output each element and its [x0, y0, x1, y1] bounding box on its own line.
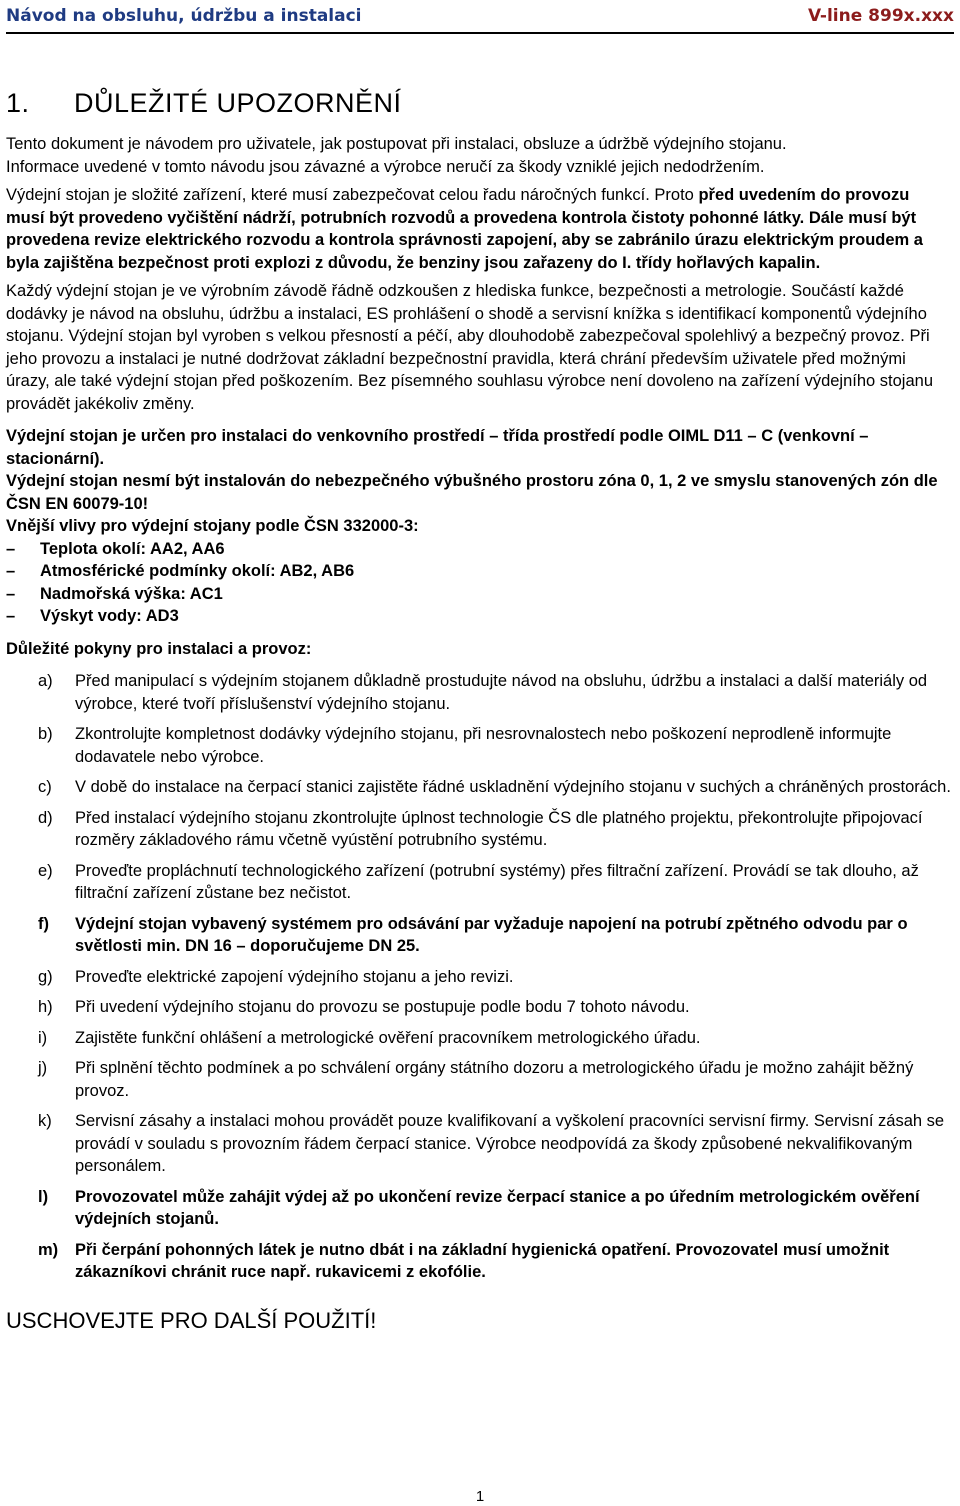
influence-text: Nadmořská výška: AC1 [40, 584, 223, 603]
instruction-text: Před instalací výdejního stojanu zkontrolujte úplnost technologie ČS dle platného projektu, překontrolujte připojovací rozměry základového rámu včetně vyústění potrubního systému. [75, 808, 923, 849]
instruction-item [6, 776, 952, 799]
influence-text: Teplota okolí: AA2, AA6 [40, 539, 225, 558]
dash-marker: – [6, 584, 16, 603]
intro-p2-normal: Výdejní stojan je složité zařízení, které musí zabezpečovat celou řadu náročných funkcí. Proto [6, 186, 699, 204]
instruction-text: Zkontrolujte kompletnost dodávky výdejního stojanu, při nesrovnalostech nebo poškození neprodleně informujte dodavatele nebo výrobce. [75, 725, 892, 766]
instruction-label: c) [38, 778, 52, 796]
instruction-text: Zajistěte funkční ohlášení a metrologické ověření pracovníkem metrologického úřadu. [75, 1028, 701, 1047]
page-number: 1 [475, 1488, 485, 1505]
instruction-text: Proveďte elektrické zapojení výdejního stojanu a jeho revizi. [75, 967, 514, 986]
environment-note: Výdejní stojan je určen pro instalaci do venkovního prostředí – třída prostředí podle OIML D11 – C (venkovní – stacionární). [6, 427, 869, 468]
influence-item [6, 560, 952, 583]
instruction-text: Při čerpání pohonných látek je nutno dbát i na základní hygienická opatření. Provozovatel musí umožnit zákazníkovi chránit ruce např. rukavicemi z ekofólie. [75, 1240, 890, 1281]
section-number: 1. [6, 88, 30, 118]
instruction-label: h) [38, 998, 53, 1016]
instruction-item [6, 860, 952, 905]
instruction-label: d) [38, 808, 53, 827]
instructions-list [6, 670, 952, 1284]
instruction-item [6, 807, 952, 852]
page-content [6, 88, 952, 1332]
instruction-label: f) [38, 914, 49, 933]
dash-marker: – [6, 607, 16, 625]
instruction-item [6, 966, 952, 989]
influence-item [6, 538, 952, 561]
intro-line-1: Tento dokument je návodem pro uživatele, jak postupovat při instalaci, obsluze a údržbě výdejního stojanu. [6, 135, 787, 153]
keep-for-reference-note: USCHOVEJTE PRO DALŠÍ POUŽITÍ! [6, 1307, 377, 1333]
influences-heading: Vnější vlivy pro výdejní stojany podle ČSN 332000-3: [6, 517, 419, 535]
instruction-label: k) [38, 1112, 52, 1130]
instruction-text: Při splnění těchto podmínek a po schválení orgány státního dozoru a metrologického úřadu je možno zahájit běžný provoz. [75, 1059, 914, 1100]
instruction-item [6, 1239, 952, 1284]
instructions-heading: Důležité pokyny pro instalaci a provoz: [6, 639, 312, 658]
document-model: V-line 899x.xxx [808, 6, 954, 26]
section-title: DŮLEŽITÉ UPOZORNĚNÍ [74, 88, 402, 118]
instruction-label: g) [38, 967, 53, 986]
intro-paragraph-2 [6, 184, 952, 274]
intro-paragraph-1 [6, 133, 952, 178]
instruction-text: Provozovatel může zahájit výdej až po ukončení revize čerpací stanice a po úředním metrologickém ověření výdejních stojanů. [75, 1187, 920, 1228]
instruction-item [6, 1186, 952, 1231]
dash-marker: – [6, 562, 16, 580]
zone-warning: Výdejní stojan nesmí být instalován do nebezpečného výbušného prostoru zóna 0, 1, 2 ve smyslu stanovených zón dle ČSN EN 60079-10! [6, 472, 938, 513]
intro-line-2: Informace uvedené v tomto návodu jsou závazné a výrobce neručí za škody vzniklé jejich nedodržením. [6, 157, 765, 176]
instruction-item [6, 1027, 952, 1050]
instruction-label: l) [38, 1187, 49, 1206]
instruction-label: e) [38, 861, 53, 880]
document-title: Návod na obsluhu, údržbu a instalaci [6, 6, 362, 26]
instruction-item [6, 996, 952, 1019]
instruction-label: a) [38, 672, 53, 690]
influence-text: Atmosférické podmínky okolí: AB2, AB6 [40, 562, 355, 580]
instruction-label: i) [38, 1028, 48, 1047]
instruction-label: m) [38, 1240, 59, 1259]
dash-marker: – [6, 539, 16, 558]
intro-paragraph-3: Každý výdejní stojan je ve výrobním závodě řádně odzkoušen z hlediska funkce, bezpečnosti a metrologie. Součástí každé dodávky je návod na obsluhu, údržbu a instalaci, ES prohlášení o shodě a servisní knížka s identifikací komponentů výdejního stojanu. Výdejní stojan byl vyroben s velkou přesností a péčí, aby dlouhodobě zabezpečoval spolehlivý a bezpečný provoz. Při jeho provozu a instalaci je nutné dodržovat základní bezpečnostní pravidla, která chrání především uživatele před možnými úrazy, ale také výdejní stojan před poškozením. Bez písemného souhlasu výrobce není dovoleno na zařízení výdejního stojanu provádět jakékoliv změny. [6, 282, 934, 413]
instruction-text: Před manipulací s výdejním stojanem důkladně prostudujte návod na obsluhu, údržbu a instalaci a další materiály od výrobce, které tvoří příslušenství výdejního stojanu. [75, 672, 928, 713]
influence-item [6, 583, 952, 606]
intro-p2-bold: před uvedením do provozu musí být provedeno vyčištění nádrží, potrubních rozvodů a provedena kontrola čistoty pohonné látky. Dále musí být provedena revize elektrického rozvodu a kontrola správnosti zapojení, aby se zabránilo úrazu elektrickým proudem a byla zajištěna bezpečnost proti explozi z důvodu, že benziny jsou zařazeny do I. třídy hořlavých kapalin. [6, 186, 923, 272]
instruction-item [6, 1110, 952, 1178]
instruction-label: j) [38, 1059, 48, 1077]
instruction-item [6, 723, 952, 768]
instruction-item [6, 1057, 952, 1102]
instruction-item [6, 670, 952, 715]
influences-list [6, 538, 952, 628]
instruction-text: V době do instalace na čerpací stanici zajistěte řádné uskladnění výdejního stojanu v suchých a chráněných prostorách. [75, 778, 951, 796]
instruction-text: Při uvedení výdejního stojanu do provozu se postupuje podle bodu 7 tohoto návodu. [75, 998, 690, 1016]
instruction-text: Proveďte propláchnutí technologického zařízení (potrubní systémy) přes filtrační zařízení. Provádí se tak dlouho, až filtrační zařízení zůstane bez nečistot. [75, 861, 919, 902]
instruction-item [6, 913, 952, 958]
instruction-text: Servisní zásahy a instalaci mohou provádět pouze kvalifikovaní a vyškolení pracovníci servisní firmy. Servisní zásah se provádí v souladu s provozním řádem čerpací stanice. Výrobce neodpovídá za škody způsobené nekvalifikovaným personálem. [75, 1112, 945, 1175]
section-heading [6, 88, 952, 119]
instruction-text: Výdejní stojan vybavený systémem pro odsávání par vyžaduje napojení na potrubí zpětného odvodu par o světlosti min. DN 16 – doporučujeme DN 25. [75, 914, 908, 955]
influence-text: Výskyt vody: AD3 [40, 607, 179, 625]
instruction-label: b) [38, 725, 53, 743]
page-header [6, 0, 954, 34]
influence-item [6, 605, 952, 628]
